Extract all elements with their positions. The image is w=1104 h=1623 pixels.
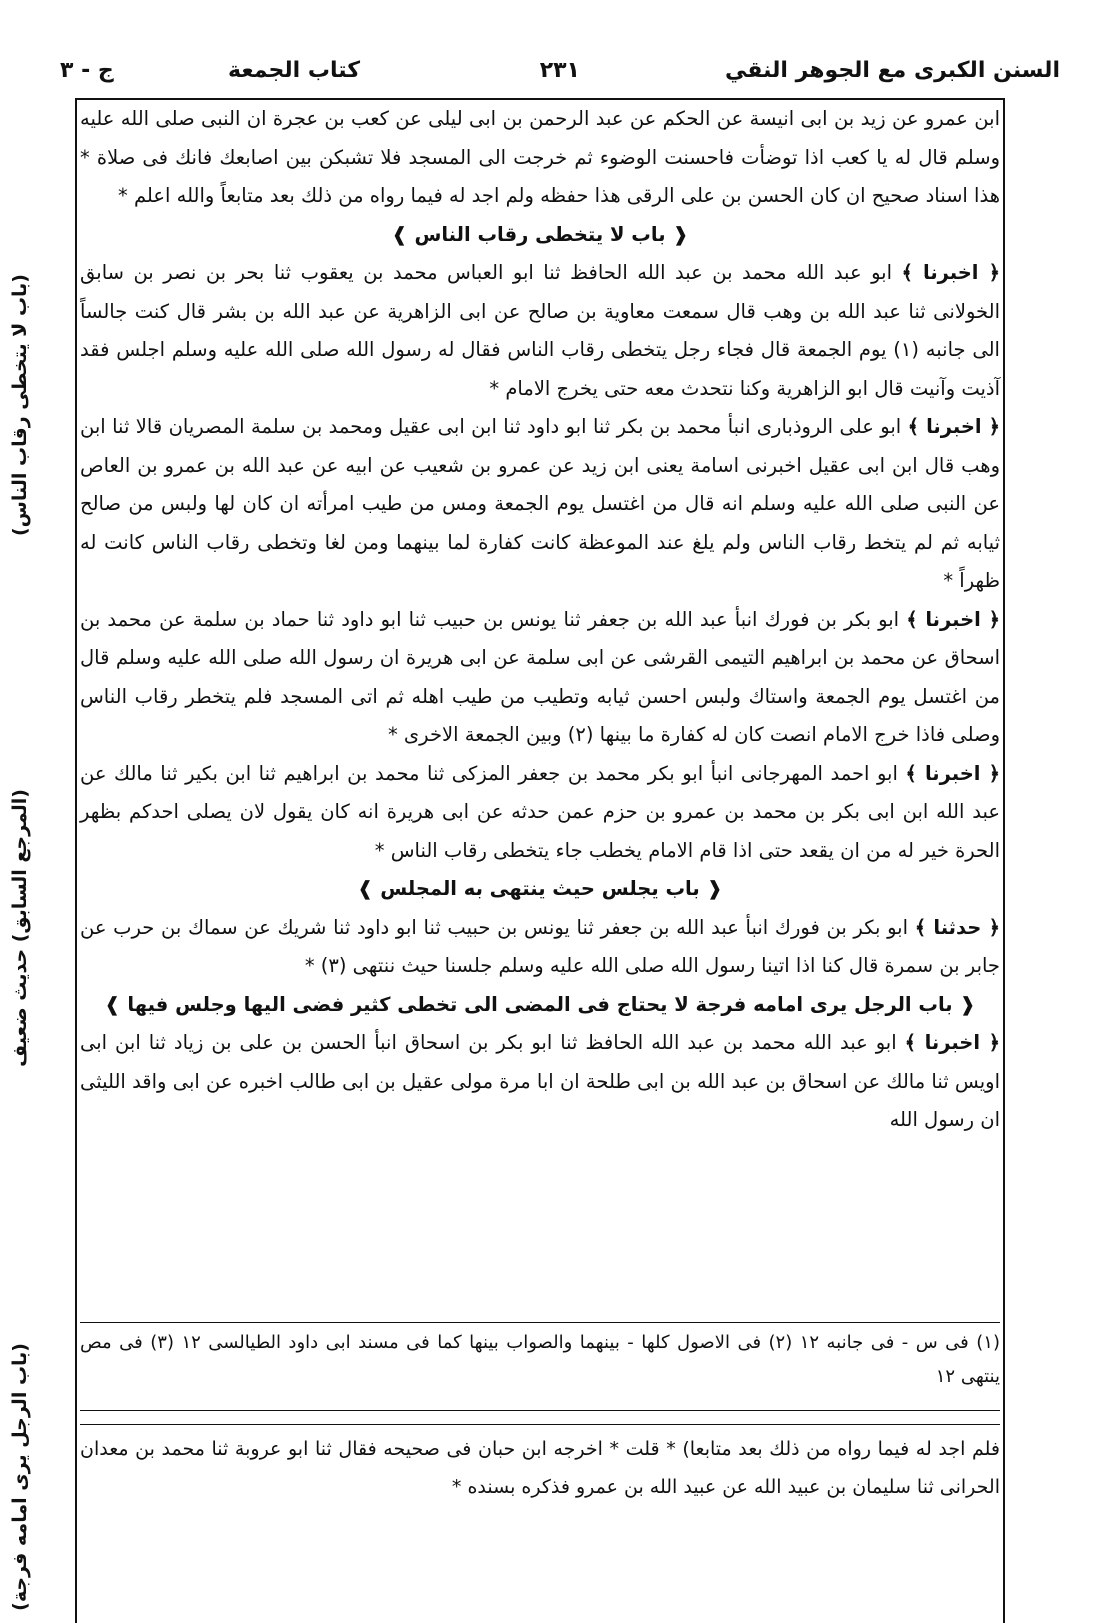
ornament-icon: ❱ <box>357 877 374 900</box>
commentary-rule <box>80 1410 1000 1411</box>
narration-lead: ﴿ اخبرنا ﴾ <box>906 607 1000 631</box>
running-header <box>60 52 1060 92</box>
narration-lead: ﴿ اخبرنا ﴾ <box>905 761 1000 785</box>
page-number: ٢٣١ <box>539 58 580 83</box>
narration-lead: ﴿ اخبرنا ﴾ <box>907 415 1001 438</box>
margin-note-3: (باب الرجل يرى امامه فرجة) <box>9 1343 31 1611</box>
margin-note-1: (باب لا يتخطى رقاب الناس) <box>9 274 31 537</box>
paragraph <box>80 408 1000 601</box>
paragraph-text: ابو عبد الله محمد بن عبد الله الحافظ ثنا ابو بكر بن اسحاق انبأ الحسن بن على بن زياد ثنا ابن ابى اويس ثنا مالك عن اسحاق بن عبد الله بن ابى طلحة ان ابا مرة مولى عقيل بن ابى طالب اخبره عن ابى واقد الليثى ان رسول الله <box>80 1031 1000 1131</box>
ornament-icon: ❰ <box>672 222 689 246</box>
commentary-paragraph: فلم اجد له فيما رواه من ذلك بعد متابعا) * قلت * اخرجه ابن حبان فى صحيحه فقال ثنا ابو عروبة ثنا محمد بن معدان الحرانى ثنا سليمان بن عبيد الله عن عبيد الله بن عمرو فذكره بسنده * <box>80 1438 1000 1498</box>
paragraph <box>80 909 1000 986</box>
ornament-icon: ❱ <box>391 222 408 246</box>
paragraph-text: ابو بكر بن فورك انبأ عبد الله بن جعفر ثنا يونس بن حبيب ثنا ابو داود ثنا شريك عن سماك بن حرب عن جابر بن سمرة قال كنا اذا اتينا رسول الله صلى الله عليه وسلم جلسنا حيث ننتهى (٣) * <box>80 915 1000 977</box>
heading-text: باب لا يتخطى رقاب الناس <box>414 222 666 246</box>
heading-text: باب يجلس حيث ينتهى به المجلس <box>380 877 700 900</box>
paragraph-text: ابو عبد الله محمد بن عبد الله الحافظ ثنا ابو العباس محمد بن يعقوب ثنا بحر بن نصر بن سابق الخولانى ثنا عبد الله بن وهب قال سمعت معاوية بن صالح عن ابى الزاهرية عن عبد الله بن بشر قال كنت جالساً الى جانبه (١) يوم الجمعة قال فجاء رجل يتخطى رقاب الناس فقال له رسول الله صلى الله عليه وسلم اجلس فقد آذيت وآنيت قال ابو الزاهرية وكنا نتحدث معه حتى يخرج الامام * <box>80 261 1000 400</box>
main-text <box>80 100 1000 1140</box>
paragraph-text: ابو احمد المهرجانى انبأ ابو بكر محمد بن جعفر المزكى ثنا محمد بن ابراهيم ثنا ابن بكير ثنا مالك عن عبد الله ابن ابى بكر بن محمد بن عمرو بن حزم عمن حدثه عن ابى هريرة انه كان يقول لان يصلى احدكم بظهر الحرة خير له من ان يقعد حتى اذا قام الامام يخطب جاء يتخطى رقاب الناس * <box>80 761 1000 862</box>
narration-lead: ﴿ حدثنا ﴾ <box>914 915 1001 939</box>
narration-lead: ﴿ اخبرنا ﴾ <box>901 261 1001 284</box>
ornament-icon: ❱ <box>104 992 121 1016</box>
commentary-rule <box>80 1424 1000 1425</box>
footnote-rule <box>80 1322 1000 1323</box>
paragraph <box>80 254 1000 408</box>
paragraph <box>80 755 1000 871</box>
margin-rule-right <box>1003 98 1005 1623</box>
volume-number: ج - ٣ <box>60 58 114 83</box>
commentary-text <box>80 1430 1000 1506</box>
narration-lead: ﴿ اخبرنا ﴾ <box>904 1031 1001 1054</box>
heading-text: باب الرجل يرى امامه فرجة لا يحتاج فى المضى الى تخطى كثير فضى اليها وجلس فيها <box>127 992 953 1016</box>
footnotes: (١) فى س - فى جانبه ١٢ (٢) فى الاصول كلها - بينهما والصواب بينها كما فى مسند ابى داود الطيالسى ١٢ (٣) فى مص ينتهى ١٢ <box>80 1332 1000 1387</box>
paragraph-text: ابو على الروذبارى انبأ محمد بن بكر ثنا ابو داود ثنا ابن ابى عقيل ومحمد بن سلمة المصريان قالا ثنا ابن وهب قال ابن ابى عقيل اخبرنى اسامة يعنى ابن زيد عن عمرو بن شعيب عن ابيه عن عبد الله بن عمرو بن العاص عن النبى صلى الله عليه وسلم انه قال من اغتسل يوم الجمعة ومس من طيب امرأته ان كان لها ولبس من صالح ثيابه ثم لم يتخط رقاب الناس ولم يلغ عند الموعظة كانت كفارة لما بينهما ومن لغا وتخطى رقاب الناس كانت له ظهراً * <box>80 415 1000 592</box>
paragraph <box>80 601 1000 755</box>
section-heading <box>80 986 1000 1025</box>
ornament-icon: ❰ <box>959 992 976 1016</box>
paragraph <box>80 1024 1000 1140</box>
section-heading <box>80 216 1000 255</box>
ornament-icon: ❰ <box>706 877 723 900</box>
book-title: السنن الكبرى مع الجوهر النقي <box>725 58 1060 83</box>
section-heading <box>80 870 1000 909</box>
margin-note-2: (المرجع السابق) حديث ضعيف <box>9 789 31 1067</box>
margin-rule-left <box>75 98 77 1623</box>
paragraph: ابن عمرو عن زيد بن ابى انيسة عن الحكم عن عبد الرحمن بن ابى ليلى عن كعب بن عجرة ان النبى صلى الله عليه وسلم قال له يا كعب اذا توضأت فاحسنت الوضوء ثم خرجت الى المسجد فلا تشبكن بين اصابعك فانك فى صلاة * هذا اسناد صحيح ان كان الحسن بن على الرقى هذا حفظه ولم اجد له فيما رواه من ذلك بعد متابعاً والله اعلم * <box>80 107 1000 207</box>
paragraph-text: ابو بكر بن فورك انبأ عبد الله بن جعفر ثنا يونس بن حبيب ثنا ابو داود ثنا حماد بن سلمة عن محمد بن اسحاق عن محمد بن ابراهيم التيمى القرشى عن ابى سلمة عن ابى هريرة ان رسول الله صلى الله عليه وسلم قال من اغتسل يوم الجمعة واستاك ولبس احسن ثيابه وتطيب من طيب اهله ثم اتى المسجد فلم يتخطر رقاب الناس وصلى فاذا خرج الامام انصت كان له كفارة ما بينها (٢) وبين الجمعة الاخرى * <box>80 607 1000 746</box>
chapter-title: كتاب الجمعة <box>228 58 360 83</box>
